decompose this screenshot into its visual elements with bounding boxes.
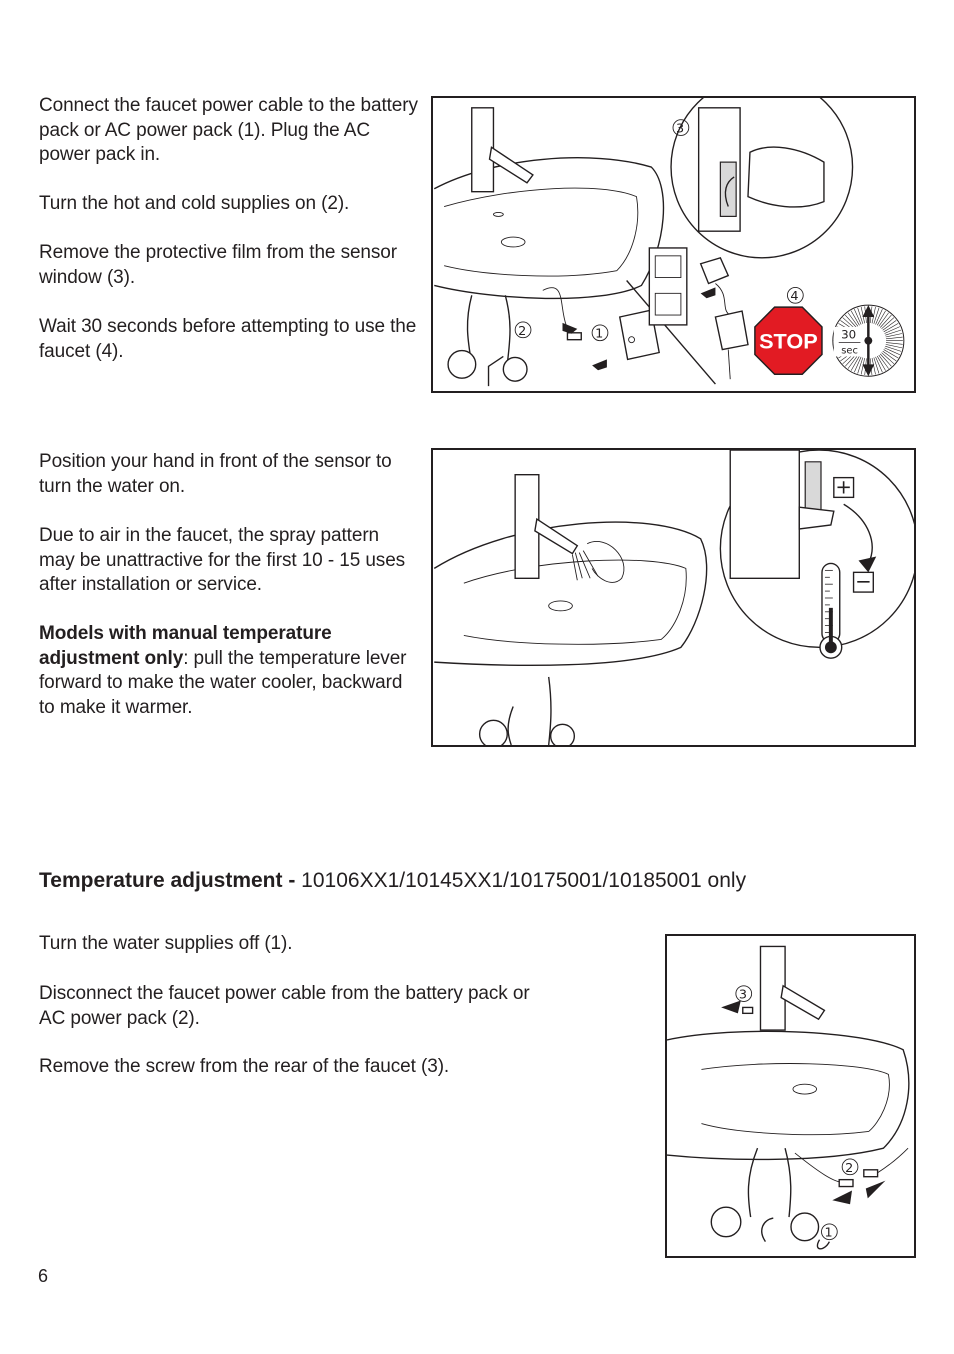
supply-line-cold	[508, 707, 513, 745]
stop-sign-text: STOP	[759, 328, 818, 354]
instruction-air-spray: Due to air in the faucet, the spray pattern may be unattractive for the first 10 - 15 uses after installation or service.	[39, 525, 406, 595]
timer-hub	[864, 337, 872, 345]
callout-2: 2	[845, 1160, 854, 1176]
valve-arrow	[489, 356, 504, 386]
disconnect-arrow-left	[832, 1190, 852, 1204]
hand-peeling	[748, 147, 824, 207]
ac-power-pack	[715, 311, 748, 349]
timer-unit: sec	[841, 345, 858, 357]
instruction-remove-screw: Remove the screw from the rear of the faucet (3).	[39, 1056, 450, 1077]
callout-3: 3	[738, 987, 747, 1003]
operation-illustration	[433, 450, 914, 745]
callout-4: 4	[790, 289, 799, 305]
heading-title: Temperature adjustment -	[39, 869, 302, 892]
water-spray	[572, 551, 598, 581]
sensor-window-small	[493, 212, 503, 216]
ac-cord	[715, 283, 730, 315]
instruction-hand-sensor: Position your hand in front of the sensor to turn the water on.	[39, 451, 392, 497]
zoom-faucet-body	[730, 450, 799, 578]
callout-3: 3	[675, 121, 685, 137]
screw-arrow	[721, 1001, 741, 1014]
valve-right	[551, 724, 575, 745]
cable-connector-left	[839, 1180, 853, 1187]
instruction-connect-power: Connect the faucet power cable to the battery pack or AC power pack (1). Plug the AC power pack in.	[39, 95, 418, 165]
basin-drain	[501, 237, 525, 247]
plug-in-arrow	[701, 287, 716, 298]
page-number: 6	[38, 1266, 49, 1286]
instruction-remove-film: Remove the protective film from the sensor window (3).	[39, 242, 397, 288]
instruction-supplies-on: Turn the hot and cold supplies on (2).	[39, 193, 350, 214]
supply-line-cold	[748, 1148, 757, 1217]
valve-right	[503, 357, 527, 381]
cable-connector-right	[864, 1170, 878, 1177]
pack-cable	[878, 1148, 909, 1173]
ac-output-cable	[728, 350, 730, 380]
callout-2: 2	[518, 323, 527, 339]
basin-bowl	[444, 188, 638, 276]
figure-installation	[431, 96, 916, 393]
ac-adapter	[701, 258, 729, 284]
callout-1: 1	[595, 326, 604, 342]
manual-models-label: Models with manual temperature adjustment only	[39, 623, 332, 669]
instruction-supplies-off: Turn the water supplies off (1).	[39, 933, 293, 954]
instruction-manual-temperature	[39, 622, 419, 720]
valve-turn-arrow-right	[817, 1240, 829, 1249]
temperature-adjustment-heading	[39, 868, 746, 894]
protective-film	[720, 162, 736, 216]
basin-outline	[667, 1031, 909, 1159]
connect-arrow-out	[592, 359, 607, 370]
disassembly-illustration	[667, 936, 914, 1256]
temperature-lever	[805, 462, 821, 511]
figure-operation	[431, 448, 916, 747]
heading-models: 10106XX1/10145XX1/10175001/10185001 only	[301, 869, 747, 892]
instruction-wait: Wait 30 seconds before attempting to use the faucet (4).	[39, 316, 417, 362]
basin-drain	[793, 1084, 817, 1094]
valve-left	[480, 720, 508, 745]
valve-left	[711, 1207, 741, 1237]
basin-drain	[549, 601, 573, 611]
basin-bowl	[701, 1064, 889, 1135]
valve-left	[448, 351, 476, 379]
disconnect-arrow-right	[866, 1181, 886, 1199]
basin-bowl	[464, 560, 686, 644]
faucet-body	[472, 108, 494, 192]
manual-models-text: : pull the temperature lever forward to make the water cooler, backward to make it warmer.	[39, 647, 407, 718]
timer-value: 30	[841, 327, 857, 342]
supply-line-hot	[505, 295, 510, 364]
faucet-body	[760, 946, 785, 1030]
figure-disassembly	[665, 934, 916, 1258]
faucet-spout	[490, 147, 533, 183]
cooler-sign: −	[855, 570, 872, 594]
callout-1: 1	[824, 1225, 833, 1241]
thermometer-fluid	[829, 608, 833, 647]
installation-illustration	[433, 98, 914, 391]
valve-right	[791, 1213, 819, 1241]
cable-connector	[567, 333, 581, 340]
lever-base	[799, 507, 834, 529]
warmer-sign: +	[835, 475, 852, 499]
basin-outline	[434, 158, 663, 299]
valve-turn-arrow-left	[762, 1218, 774, 1242]
instruction-disconnect-cable: Disconnect the faucet power cable from the battery pack or AC power pack (2).	[39, 983, 530, 1029]
rear-screw	[743, 1007, 753, 1013]
faucet-spout	[781, 986, 824, 1019]
hand-outline	[587, 541, 624, 582]
